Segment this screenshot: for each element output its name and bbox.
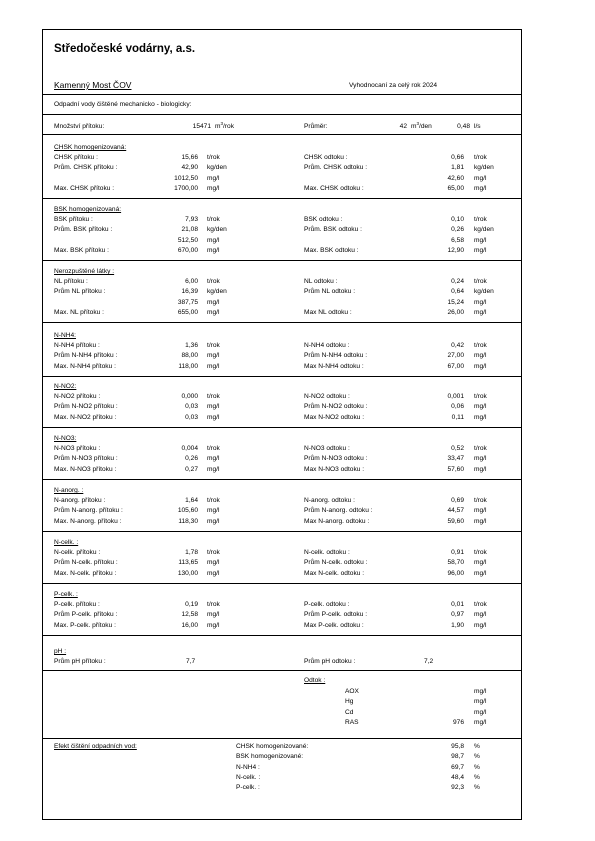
process-description: Odpadní vody čištěné mechanicko - biologicky: [54,101,192,108]
odtok-parameter: Hg [345,698,354,706]
outflow-unit: t/rok [474,278,487,285]
inflow-unit: mg/l [207,236,220,244]
inflow-value: 655,00 [177,308,198,316]
outflow-value: 96,00 [447,569,464,577]
inflow-value: 113,65 [178,559,198,567]
divider [42,94,522,95]
outflow-value: 0,97 [451,611,464,619]
outflow-value: 0,26 [451,226,464,234]
inflow-unit: t/rok [207,601,220,608]
inflow-label: Prům N-NO2 přítoku : [54,403,118,411]
outflow-unit: mg/l [474,236,487,244]
inflow-unit: kg/den [207,226,227,234]
inflow-value: 0,27 [185,465,198,473]
inflow-label: P-celk. přítoku : [54,601,100,608]
inflow-value: 670,00 [177,246,198,254]
outflow-unit: t/rok [474,497,487,504]
section-title: BSK homogenizovaná: [54,206,122,213]
inflow-unit: mg/l [207,621,220,629]
outflow-unit: mg/l [474,403,487,411]
inflow-label: N-celk. přítoku : [54,549,101,556]
inflow-unit: mg/l [207,352,220,360]
outflow-value: 0,42 [451,342,464,349]
outflow-value: 1,90 [451,621,464,629]
inflow-unit: mg/l [207,611,220,619]
average-label: Průměr: [304,123,328,130]
inflow-unit: mg/l [207,308,220,316]
inflow-unit: t/rok [207,278,220,285]
section-title: Nerozpuštěné látky : [54,268,115,275]
outflow-value: 58,70 [447,559,464,567]
inflow-label: Prům N-anorg. přítoku : [54,507,123,515]
inflow-unit: t/rok [207,549,220,556]
average-daily-unit: $m^3$/den [411,121,432,130]
outflow-label: N-NO2 odtoku : [304,393,350,400]
divider [42,583,522,584]
odtok-parameter: RAS [345,718,359,726]
efficiency-title: Efekt čištění odpadních vod: [54,743,137,750]
efficiency-unit: % [474,784,480,792]
inflow-label: N-NH4 přítoku : [54,342,100,349]
inflow-label: BSK přítoku : [54,216,93,223]
inflow-value: 0,26 [185,455,198,463]
outflow-unit: kg/den [474,288,494,296]
outflow-unit: mg/l [474,465,487,473]
outflow-label: Max N-NO3 odtoku : [304,465,365,473]
inflow-label: Max. NL přítoku : [54,308,104,316]
outflow-label: Max N-NO2 odtoku : [304,413,365,421]
odtok-unit: mg/l [474,708,487,716]
efficiency-unit: % [474,773,480,781]
inflow-value: 12,58 [181,611,198,619]
section-title: N-NO2: [54,383,77,390]
evaluation-period: Vyhodnocaní za celý rok 2024 [349,82,438,89]
outflow-unit: mg/l [474,246,487,254]
inflow-value: 0,004 [181,445,198,452]
outflow-unit: mg/l [474,352,487,360]
section-title: N-NH4: [54,332,76,339]
outflow-value: 1,81 [451,164,464,172]
divider [42,635,522,636]
outflow-unit: mg/l [474,362,487,370]
efficiency-unit: % [474,763,480,771]
inflow-value: 15,66 [181,154,198,161]
inflow-label: N-NO2 přítoku : [54,393,101,400]
outflow-value: 26,00 [447,308,464,316]
outflow-unit: mg/l [474,507,487,515]
outflow-label: Max N-celk. odtoku : [304,569,365,577]
divider [42,322,522,323]
inflow-unit: mg/l [207,413,220,421]
average-flow-unit: l/s [474,123,481,130]
ph-outflow-label: Prům pH odtoku : [304,658,356,665]
outflow-label: Max NL odtoku : [304,308,352,316]
divider [42,376,522,377]
inflow-label: N-anorg. přítoku : [54,497,106,504]
outflow-label: Prům N-celk. odtoku : [304,559,368,567]
outflow-label: N-NO3 odtoku : [304,445,350,452]
outflow-unit: mg/l [474,611,487,619]
outflow-label: Prům. BSK odtoku : [304,226,362,234]
efficiency-unit: % [474,743,480,750]
outflow-label: Prům. CHSK odtoku : [304,164,368,172]
inflow-unit: t/rok [207,497,220,504]
inflow-label: Max. N-NO2 přítoku : [54,413,117,421]
outflow-value: 0,01 [451,601,464,608]
inflow-label: Prům N-NO3 přítoku : [54,455,118,463]
inflow-value: 0,000 [181,393,198,400]
outflow-label: Max P-celk. odtoku : [304,621,364,629]
outflow-unit: mg/l [474,174,487,182]
average-daily-value: 42 [399,123,407,130]
outflow-label: Prům N-NO2 odtoku : [304,403,368,411]
outflow-unit: mg/l [474,559,487,567]
outflow-value: 67,00 [447,362,464,370]
outflow-unit: t/rok [474,445,487,452]
inflow-label: Prům. CHSK přítoku : [54,164,118,172]
divider [42,670,522,671]
inflow-unit: mg/l [207,362,220,370]
inflow-label: Prům P-celk. přítoku : [54,611,118,619]
outflow-label: Max N-anorg. odtoku : [304,517,370,525]
inflow-label: CHSK přítoku : [54,154,98,161]
divider [42,531,522,532]
outflow-unit: mg/l [474,455,487,463]
inflow-unit: t/rok [207,393,220,400]
inflow-label: Max. N-NO3 přítoku : [54,465,117,473]
outflow-unit: mg/l [474,184,487,192]
outflow-label: Prům NL odtoku : [304,288,356,296]
outflow-value: 0,06 [451,403,464,411]
inflow-value: 130,00 [177,569,198,577]
outflow-unit: t/rok [474,549,487,556]
divider [42,738,522,739]
inflow-value: 16,39 [181,288,198,296]
outflow-label: Prům N-anorg. odtoku : [304,507,373,515]
efficiency-value: 98,7 [451,753,464,761]
section-title: P-celk. : [54,591,78,598]
inflow-value: 118,00 [178,362,198,370]
outflow-value: 0,52 [451,445,464,452]
inflow-unit: mg/l [207,507,220,515]
outflow-unit: mg/l [474,621,487,629]
odtok-value: 976 [452,718,464,726]
odtok-unit: mg/l [474,718,487,726]
outflow-label: CHSK odtoku : [304,154,348,161]
ph-inflow-value: 7,7 [186,658,196,665]
company-name: Středočeské vodárny, a.s. [54,43,196,55]
odtok-unit: mg/l [474,688,487,695]
inflow-label: Prům N-NH4 přítoku : [54,352,118,360]
ph-title: pH : [54,648,67,655]
odtok-title: Odtok : [304,677,326,684]
outflow-label: N-anorg. odtoku : [304,497,355,504]
efficiency-value: 95,8 [451,743,464,750]
efficiency-parameter: BSK homogenizované: [236,753,304,761]
inflow-label: Max. N-celk. přítoku : [54,569,117,577]
inflow-value: 118,30 [178,517,198,525]
inflow-value: 512,50 [177,236,198,244]
inflow-value: 0,03 [185,403,198,411]
outflow-value: 33,47 [447,455,464,463]
inflow-label: Max. CHSK přítoku : [54,184,115,192]
inflow-unit: mg/l [207,184,220,192]
inflow-label: Max. BSK přítoku : [54,246,109,254]
outflow-unit: mg/l [474,569,487,577]
outflow-label: Max. BSK odtoku : [304,246,359,254]
inflow-unit: mg/l [207,559,220,567]
outflow-value: 65,00 [447,184,464,192]
flow-unit: $m^3$/rok [215,121,235,130]
outflow-label: Prům P-celk. odtoku : [304,611,368,619]
inflow-value: 1,78 [185,549,198,556]
ph-outflow-value: 7,2 [424,658,434,665]
inflow-value: 88,00 [181,352,198,360]
outflow-unit: kg/den [474,164,494,172]
divider [42,198,522,199]
divider [42,479,522,480]
outflow-value: 12,90 [447,246,464,254]
inflow-unit: mg/l [207,403,220,411]
flow-label: Množství přítoku: [54,123,105,130]
outflow-value: 0,91 [451,549,464,556]
inflow-value: 7,93 [185,216,198,223]
outflow-value: 0,24 [451,278,464,285]
outflow-label: NL odtoku : [304,278,338,285]
inflow-unit: t/rok [207,154,220,161]
inflow-unit: t/rok [207,445,220,452]
inflow-unit: mg/l [207,517,220,525]
inflow-label: Prům N-celk. přítoku : [54,559,118,567]
divider [42,260,522,261]
section-title: N-anorg. : [54,487,84,494]
average-flow-value: 0,48 [457,123,470,130]
efficiency-parameter: N-NH4 : [236,763,260,771]
outflow-label: N-NH4 odtoku : [304,342,350,349]
inflow-label: Prům NL přítoku : [54,288,106,296]
inflow-value: 1,64 [185,497,198,504]
outflow-unit: mg/l [474,413,487,421]
efficiency-parameter: N-celk. : [236,773,261,781]
inflow-unit: mg/l [207,298,220,306]
inflow-unit: mg/l [207,174,220,182]
outflow-unit: mg/l [474,298,487,306]
section-title: N-celk. : [54,539,79,546]
odtok-parameter: Cd [345,708,354,716]
outflow-value: 15,24 [447,298,464,306]
inflow-label: N-NO3 přítoku : [54,445,101,452]
outflow-value: 57,60 [447,465,464,473]
outflow-value: 27,00 [447,352,464,360]
inflow-unit: mg/l [207,569,220,577]
inflow-value: 6,00 [185,278,198,285]
inflow-value: 1,36 [185,342,198,349]
efficiency-parameter: P-celk. : [236,784,260,792]
ph-inflow-label: Prům pH přítoku : [54,658,106,665]
efficiency-unit: % [474,753,480,761]
outflow-value: 0,10 [451,216,464,223]
outflow-label: Max. CHSK odtoku : [304,184,364,192]
odtok-unit: mg/l [474,698,487,706]
inflow-unit: kg/den [207,164,227,172]
inflow-value: 0,19 [185,601,198,608]
outflow-unit: t/rok [474,154,487,161]
outflow-value: 0,001 [447,393,464,400]
outflow-label: Prům N-NH4 odtoku : [304,352,368,360]
outflow-value: 6,58 [451,236,464,244]
outflow-value: 0,11 [451,413,464,421]
inflow-label: Max. P-celk. přítoku : [54,621,116,629]
section-title: N-NO3: [54,435,77,442]
odtok-parameter: AOX [345,688,359,695]
outflow-unit: mg/l [474,308,487,316]
inflow-unit: t/rok [207,342,220,349]
inflow-unit: mg/l [207,455,220,463]
inflow-label: Prům. BSK přítoku : [54,226,113,234]
outflow-value: 42,60 [447,174,464,182]
divider [42,427,522,428]
inflow-label: Max. N-NH4 přítoku : [54,362,116,370]
inflow-value: 0,03 [185,413,198,421]
outflow-value: 59,60 [447,517,464,525]
outflow-label: N-celk. odtoku : [304,549,350,556]
inflow-unit: t/rok [207,216,220,223]
flow-value: 15471 [192,123,211,130]
outflow-label: P-celk. odtoku : [304,601,350,608]
inflow-value: 16,00 [181,621,198,629]
outflow-value: 0,66 [451,154,464,161]
outflow-unit: t/rok [474,601,487,608]
outflow-label: Prům N-NO3 odtoku : [304,455,368,463]
divider [42,114,522,115]
outflow-unit: kg/den [474,226,494,234]
outflow-value: 0,69 [451,497,464,504]
outflow-label: Max N-NH4 odtoku : [304,362,364,370]
efficiency-parameter: CHSK homogenizované: [236,743,309,750]
outflow-unit: mg/l [474,517,487,525]
efficiency-value: 69,7 [451,763,464,771]
inflow-value: 1012,50 [174,174,198,182]
efficiency-value: 48,4 [451,773,464,781]
inflow-value: 1700,00 [174,184,198,192]
inflow-unit: mg/l [207,465,220,473]
divider [42,134,522,135]
inflow-unit: kg/den [207,288,227,296]
inflow-unit: mg/l [207,246,220,254]
inflow-value: 105,60 [177,507,198,515]
outflow-value: 0,64 [451,288,464,296]
outflow-unit: t/rok [474,393,487,400]
inflow-value: 21,08 [181,226,198,234]
outflow-value: 44,57 [447,507,464,515]
inflow-label: NL přítoku : [54,278,88,285]
inflow-value: 387,75 [177,298,198,306]
outflow-label: BSK odtoku : [304,216,343,223]
outflow-unit: t/rok [474,216,487,223]
inflow-value: 42,90 [181,164,198,172]
inflow-label: Max. N-anorg. přítoku : [54,517,122,525]
section-title: CHSK homogenizovaná: [54,144,127,151]
outflow-unit: t/rok [474,342,487,349]
plant-name: Kamenný Most ČOV [54,80,132,90]
efficiency-value: 92,3 [451,784,464,792]
